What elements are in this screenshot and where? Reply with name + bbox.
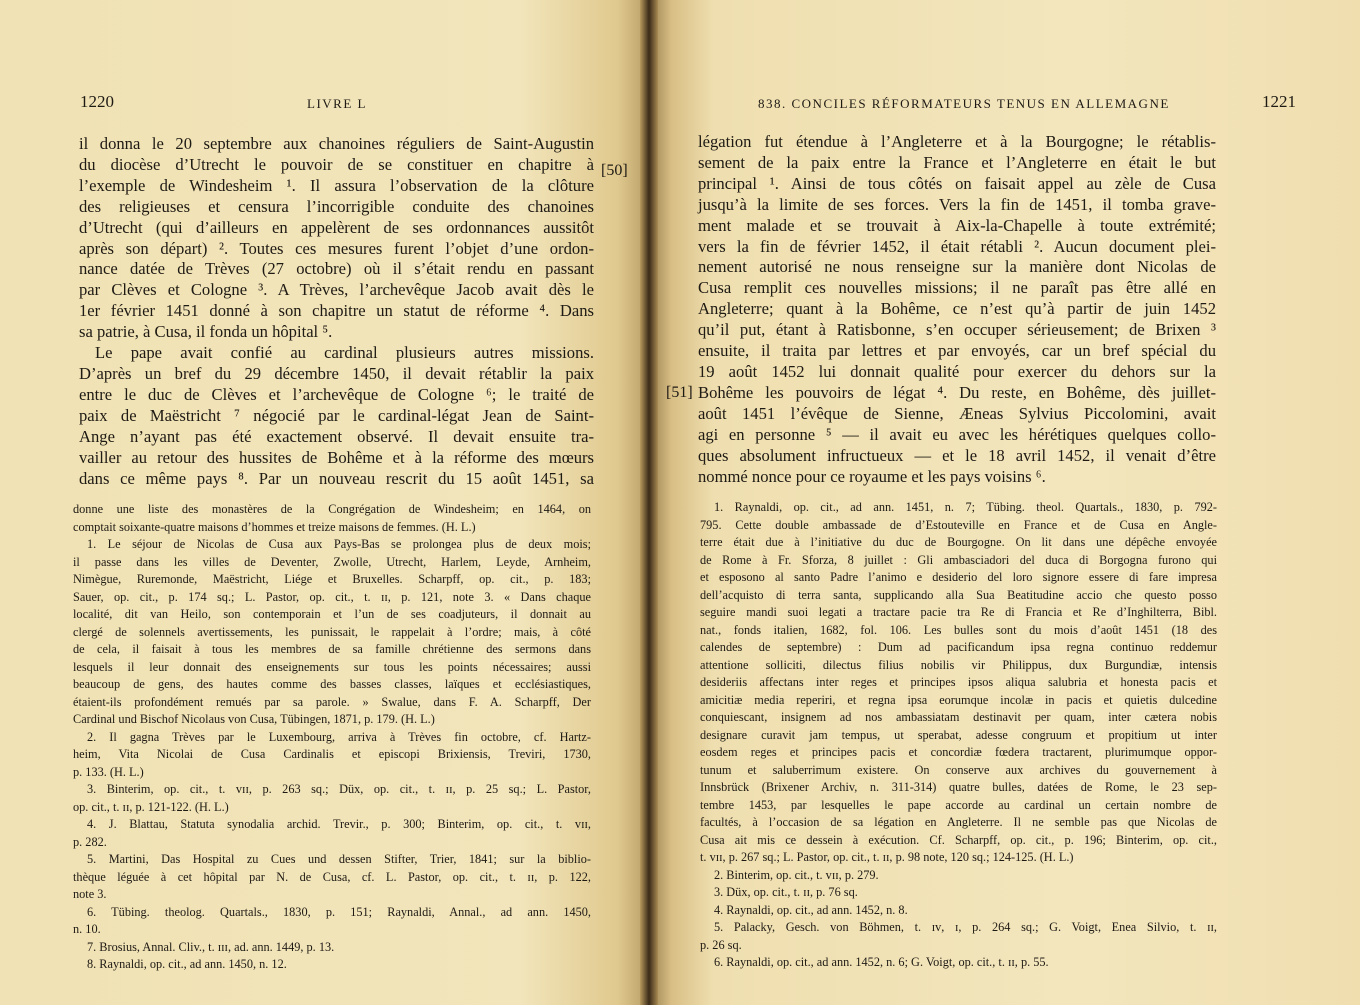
- left-footnote-line: Cardinal und Bischof Nicolaus von Cusa, Tübingen, 1871, p. 179. (H. L.): [73, 712, 435, 726]
- right-footnote-line: 4. Raynaldi, op. cit., ad ann. 1452, n. 8.: [714, 902, 908, 917]
- left-footnote-line: Sauer, op. cit., p. 174 sq.; L. Pastor, op. cit., t. ɪɪ, p. 121, note 3. « Dans chaque: [73, 589, 591, 604]
- left-footnote-line: clergé de solennels avertissements, les punissait, le rappelait à l’ordre; mais, à côté: [73, 624, 591, 639]
- left-page: [0, 0, 650, 1005]
- right-body-line: nement autorisé ne nous renseigne sur la manière dont Nicolas de: [698, 257, 1216, 277]
- right-footnote-line: attentione solliciti, dilectus filius nobilis vir Philippus, dux Burgundiæ, intensis: [700, 657, 1217, 672]
- left-footnote-line: 2. Il gagna Trèves par le Luxembourg, arriva à Trèves fin octobre, cf. Hartz-: [87, 729, 591, 744]
- right-footnote-line: Innsbrück (Brixener Archiv, n. 311-314) quatre bulles, datées de Rome, le 23 sep-: [700, 780, 1217, 794]
- left-body-text: [79, 134, 594, 489]
- left-footnote-line: 4. J. Blattau, Statuta synodalia archid. Trevir., p. 300; Binterim, op. cit., t. ᴠɪɪ,: [87, 817, 591, 831]
- right-footnote-line: p. 26 sq.: [700, 937, 742, 952]
- left-footnotes: [73, 501, 591, 974]
- right-page-number: 1221: [1262, 92, 1296, 111]
- left-footnote-line: il passe dans les villes de Deventer, Zwolle, Utrecht, Harlem, Leyde, Arnheim,: [73, 554, 591, 569]
- right-body-line: Bohême les pouvoirs de légat ⁴. Du reste, en Bohême, dès juillet-: [698, 382, 1216, 402]
- left-footnote-line: note 3.: [73, 887, 107, 901]
- left-footnote-line: localité, dit van Heilo, son contemporain et l’un de ses coadjuteurs, il donnait au: [73, 607, 591, 621]
- right-body-line: août 1451 l’évêque de Sienne, Æneas Sylvius Piccolomini, avait: [698, 403, 1216, 423]
- left-footnote-line: 7. Brosius, Annal. Cliv., t. ɪɪɪ, ad. ann. 1449, p. 13.: [87, 939, 335, 954]
- left-footnote-line: 6. Tübing. theolog. Quartals., 1830, p. 151; Raynaldi, Annal., ad ann. 1450,: [87, 904, 591, 919]
- left-footnote-line: heim, Vita Nicolai de Cusa Cardinalis et episcopi Brixiensis, Treviri, 1730,: [73, 747, 591, 761]
- left-page-number: 1220: [80, 92, 114, 111]
- right-footnote-line: Cusa ait mis ce dessein à exécution. Cf. Scharpff, op. cit., p. 196; Binterim, op. cit.,: [700, 832, 1217, 847]
- right-body-line: sement de la paix entre la France et l’Angleterre en était le but: [698, 152, 1216, 172]
- left-body-line: d’Utrecht (qui d’ailleurs en appelèrent de ses ordonnances aussitôt: [79, 217, 594, 237]
- right-body-line: agi en personne ⁵ — il avait eu avec les hérétiques quelques collo-: [698, 424, 1216, 444]
- left-body-line: nance datée de Trèves (27 octobre) où il s’était rendu en passant: [79, 259, 594, 279]
- left-footnote-line: beaucoup de gens, des hautes comme des basses classes, laïques et ecclésiastiques,: [73, 677, 591, 691]
- left-body-line: 1er février 1451 donné à son chapitre un statut de réforme ⁴. Dans: [79, 301, 594, 321]
- left-footnote-line: 8. Raynaldi, op. cit., ad ann. 1450, n. 12.: [87, 957, 287, 971]
- left-body-line: des religieuses et censura l’incorrigible conduite des chanoines: [79, 196, 594, 216]
- right-body-line: nommé nonce pour ce royaume et les pays voisins ⁶.: [698, 466, 1046, 486]
- right-footnote-line: nat., fonds italien, 1682, fol. 106. Les bulles sont du mois d’août 1451 (18 des: [700, 622, 1217, 637]
- left-body-line: après son départ) ². Toutes ces mesures furent l’objet d’une ordon-: [79, 238, 594, 258]
- right-footnote-line: et esposono al santo Padre l’animo e desiderio del loro signore essere di fare impresa: [700, 570, 1217, 584]
- right-footnote-line: de Rome à Fr. Sforza, 8 juillet : Gli ambasciadori del duca di Borgogna furono qui: [700, 552, 1217, 567]
- right-footnote-line: t. ᴠɪɪ, p. 267 sq.; L. Pastor, op. cit., t. ɪɪ, p. 98 note, 120 sq.; 124-125. (H. L.): [700, 850, 1074, 864]
- right-body-line: ensuite, il traita par lettres et par envoyés, car un bref spécial du: [698, 341, 1216, 361]
- left-footnote-line: p. 282.: [73, 834, 107, 849]
- left-footnote-line: p. 133. (H. L.): [73, 764, 144, 779]
- left-body-line: par Clèves et Cologne ³. A Trèves, l’archevêque Jacob avait dès le: [79, 280, 594, 300]
- right-body-line: vers la fin de février 1452, il était rétabli ². Aucun document plei-: [698, 236, 1216, 256]
- right-footnote-line: 3. Düx, op. cit., t. ɪɪ, p. 76 sq.: [714, 885, 858, 899]
- right-body-line: Cusa remplit ces nouvelles missions; il ne paraît pas être allé en: [698, 278, 1216, 298]
- left-body-line: entre le duc de Clèves et l’archevêque de Cologne ⁶; le traité de: [79, 384, 594, 404]
- left-footnote-line: 5. Martini, Das Hospital zu Cues und dessen Stifter, Trier, 1841; sur la biblio-: [87, 852, 591, 866]
- left-footnote-line: donne une liste des monastères de la Congrégation de Windesheim; en 1464, on: [73, 502, 591, 516]
- left-body-line: paix de Maëstricht ⁷ négocié par le cardinal-légat Jean de Saint-: [79, 405, 594, 425]
- right-footnote-line: tembre 1453, par lesquelles le pape accorde au cardinal un certain nombre de: [700, 797, 1217, 812]
- right-footnotes: [700, 499, 1217, 972]
- right-body-line: principal ¹. Ainsi de tous côtés on faisait appel au zèle de Cusa: [698, 173, 1216, 193]
- right-footnote-line: seguire mandi suoi legati a tractare pacie tra Re di Francia et Re d’Inghilterra, Bibl.: [700, 605, 1217, 619]
- left-footnote-line: étaient-ils profondément remués par sa parole. » Swalue, dans F. A. Scharpff, Der: [73, 694, 591, 709]
- right-footnote-line: tunum et saluberrimum existere. On conserve aux archives du gouvernement à: [700, 762, 1217, 777]
- right-body-text: [698, 132, 1216, 487]
- right-body-line: Angleterre; quant à la Bohême, ce n’est qu’à partir de juin 1452: [698, 299, 1216, 319]
- left-margin-marker: [50]: [601, 162, 628, 179]
- right-footnote-line: 1. Raynaldi, op. cit., ad ann. 1451, n. 7; Tübing. theol. Quartals., 1830, p. 792-: [714, 500, 1217, 514]
- right-footnote-line: designare curavit jam tempus, ut sperabat, adesse congruum et propitium ut inter: [700, 727, 1217, 742]
- left-footnote-line: 1. Le séjour de Nicolas de Cusa aux Pays-Bas se prolongea plus de deux mois;: [87, 537, 591, 551]
- left-footnote-line: op. cit., t. ɪɪ, p. 121-122. (H. L.): [73, 799, 229, 814]
- right-page: [650, 0, 1360, 1005]
- right-footnote-line: dell’acquisto di terra santa, supplicando alla Sua Beatitudine accio che questo posso: [700, 587, 1217, 602]
- left-footnote-line: n. 10.: [73, 922, 101, 936]
- right-body-line: qu’il put, étant à Ratisbonne, s’en occuper sérieusement; de Brixen ³: [698, 320, 1216, 340]
- right-body-line: jusqu’à la limite de ses forces. Vers la fin de 1451, il tomba grave-: [698, 194, 1216, 214]
- left-footnote-line: comptait soixante-quatre maisons d’hommes et treize maisons de femmes. (H. L.): [73, 519, 476, 534]
- right-footnote-line: 2. Binterim, op. cit., t. ᴠɪɪ, p. 279.: [714, 867, 879, 882]
- right-footnote-line: desideriis affectans inter reges et principes ipsos aliqua salubria et honesta pacis et: [700, 675, 1217, 689]
- right-footnote-line: amicitiæ media reperiri, et regna ipsa eorumque incolæ in pacis et quietis dulcedine: [700, 692, 1217, 707]
- left-body-line: vailler au retour des hussites de Bohême et à la réforme des mœurs: [79, 447, 594, 467]
- left-footnote-line: 3. Binterim, op. cit., t. ᴠɪɪ, p. 263 sq.; Düx, op. cit., t. ɪɪ, p. 25 sq.; L. Pastor,: [87, 782, 591, 796]
- right-footnote-line: facultés, à l’occasion de sa légation en Angleterre. Il ne semble pas que Nicolas de: [700, 815, 1217, 829]
- right-footnote-line: conquiescant, insignem ad nos ambassiatam destinavit per quam, inter cætera nobis: [700, 710, 1217, 724]
- left-footnote-line: thèque léguée à cet hôpital par N. de Cusa, cf. L. Pastor, op. cit., t. ɪɪ, p. 122,: [73, 869, 591, 884]
- right-footnote-line: 795. Cette double ambassade de d’Estouteville en France et de Cusa en Angle-: [700, 517, 1217, 532]
- left-body-line: dans ce même pays ⁸. Par un nouveau rescrit du 15 août 1451, sa: [79, 468, 594, 488]
- left-footnote-line: lesquels il leur donnait des enseignements sur tous les points nécessaires; aussi: [73, 659, 591, 674]
- left-footnote-line: de cela, il faisait à tous les membres de sa famille chrétienne des sermons dans: [73, 642, 591, 656]
- left-body-line: du diocèse d’Utrecht le pouvoir de se constituer en chapitre à: [79, 154, 594, 174]
- right-body-line: ment malade et se trouvait à Aix-la-Chapelle à toute extrémité;: [698, 215, 1216, 235]
- left-body-line: D’après un bref du 29 décembre 1450, il devait rétablir la paix: [79, 363, 594, 383]
- left-footnote-line: Nimègue, Ruremonde, Maëstricht, Liége et Bruxelles. Scharpff, op. cit., p. 183;: [73, 572, 591, 586]
- right-margin-marker: [51]: [666, 384, 693, 401]
- left-body-line: Ange n’ayant pas été exactement observé. Il devait ensuite tra-: [79, 426, 594, 446]
- right-footnote-line: terre était due à l’initiative du duc de Bourgogne. On lit dans une dépêche envoyée: [700, 535, 1217, 549]
- right-body-line: légation fut étendue à l’Angleterre et à la Bourgogne; le rétablis-: [698, 132, 1216, 151]
- book-gutter: [640, 0, 658, 1005]
- left-body-line: l’exemple de Windesheim ¹. Il assura l’observation de la clôture: [79, 175, 594, 195]
- left-body-line: il donna le 20 septembre aux chanoines réguliers de Saint-Augustin: [79, 134, 594, 153]
- left-running-head-title: LIVRE L: [307, 96, 367, 111]
- right-body-line: 19 août 1452 lui donnait qualité pour exercer du dehors sur la: [698, 361, 1216, 381]
- right-footnote-line: 5. Palacky, Gesch. von Böhmen, t. ɪᴠ, ɪ, p. 264 sq.; G. Voigt, Enea Silvio, t. ɪɪ,: [714, 920, 1217, 934]
- right-footnote-line: 6. Raynaldi, op. cit., ad ann. 1452, n. 6; G. Voigt, op. cit., t. ɪɪ, p. 55.: [714, 955, 1049, 969]
- right-footnote-line: calendes de septembre) : Dum ad pacificandum ipsa regna continuo reddemur: [700, 640, 1217, 654]
- left-body-line: sa patrie, à Cusa, il fonda un hôpital ⁵.: [79, 322, 333, 342]
- right-running-head-title: 838. CONCILES RÉFORMATEURS TENUS EN ALLEMAGNE: [758, 96, 1170, 111]
- left-body-line: Le pape avait confié au cardinal plusieurs autres missions.: [95, 343, 594, 363]
- right-body-line: ques absolument infructueux — et le 18 avril 1452, il venait d’être: [698, 445, 1216, 465]
- right-footnote-line: eosdem reges et principes pacis et concordiæ fœdera tractarent, plurimumque oppor-: [700, 745, 1217, 759]
